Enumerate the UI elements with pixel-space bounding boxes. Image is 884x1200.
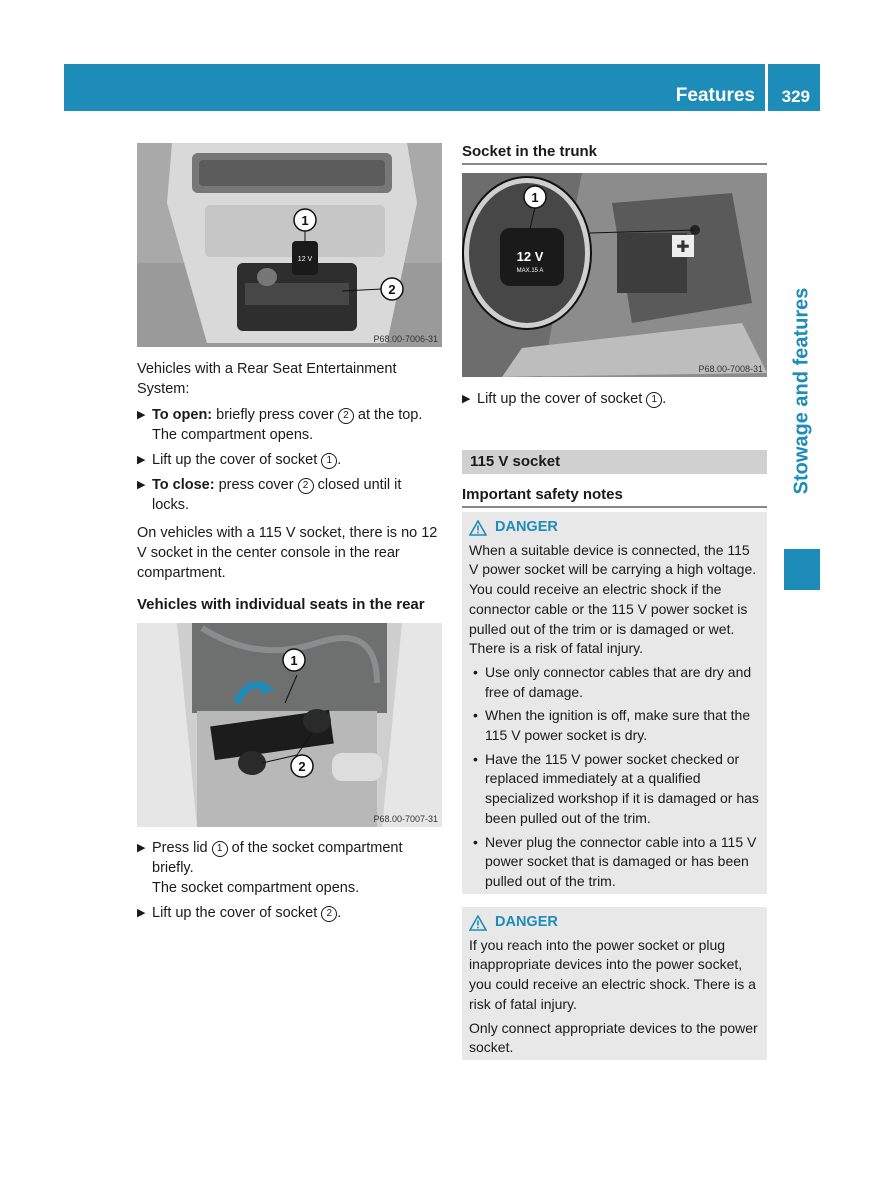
svg-text:1: 1	[301, 213, 309, 228]
svg-text:1: 1	[531, 190, 539, 205]
step-to-open: ▶ To open: briefly press cover 2 at the top. The compartment opens.	[137, 407, 423, 443]
danger-bullet: • Never plug the connector cable into a 115 V power socket that is damaged or has been pulled out of the trim.	[473, 833, 757, 889]
svg-text:2: 2	[298, 759, 306, 774]
callout-number: 2	[298, 478, 314, 494]
subhead-safety-notes: Important safety notes	[462, 486, 623, 503]
photo-code: P68.00-7008-31	[698, 364, 763, 374]
photo-rear-console	[137, 143, 442, 347]
step-to-close: ▶ To close: press cover 2 closed until it locks.	[137, 477, 402, 513]
step-label: To close:	[152, 477, 215, 493]
step-press-lid: ▶ Press lid 1 of the socket compartment briefly. The socket compartment opens.	[137, 840, 403, 896]
side-tab	[784, 236, 820, 546]
photo-individual-seats	[137, 623, 442, 827]
callout-number: 2	[338, 408, 354, 424]
danger-body-2: Only connect appropriate devices to the power socket.	[469, 1019, 758, 1056]
step-lift-cover-2: ▶ Lift up the cover of socket 2 .	[137, 905, 342, 921]
side-tab-marker	[784, 549, 820, 590]
danger-box-2	[462, 907, 767, 1060]
side-tab-label: Stowage and features	[790, 287, 813, 495]
page-number-box	[768, 64, 820, 111]
photo-code: P68.00-7006-31	[373, 334, 438, 344]
callout-number: 2	[321, 906, 337, 922]
svg-text:1: 1	[290, 653, 298, 668]
callout-number: 1	[646, 392, 662, 408]
danger-title: DANGER	[469, 913, 760, 933]
arrow-icon: ▶	[137, 454, 146, 466]
socket-text: 12 V	[516, 249, 544, 264]
callout-number: 1	[212, 841, 228, 857]
intro-text: Vehicles with a Rear Seat Entertainment System:	[137, 361, 397, 397]
danger-body: If you reach into the power socket or plug inappropriate devices into the power socket, you could receive an electric shock. There is a risk of fatal injury.	[469, 936, 756, 1012]
photo-trunk-socket	[462, 173, 767, 377]
divider	[462, 506, 767, 508]
danger-body: When a suitable device is connected, the 115 V power socket will be carrying a high voltage. You could receive an electric shock if the connector cable or the 115 V power socket is pulled out of the trim or is damaged or wet. There is a risk of fatal injury.	[469, 541, 757, 657]
step-result: The socket compartment opens.	[152, 880, 360, 896]
arrow-icon: ▶	[137, 907, 146, 919]
arrow-icon: ▶	[137, 409, 146, 421]
arrow-icon: ▶	[137, 479, 146, 491]
danger-box-1	[462, 512, 767, 894]
socket-text: 12 V	[297, 256, 313, 263]
header-bar	[64, 64, 765, 111]
section-heading-115v: 115 V socket	[462, 450, 767, 474]
subhead-individual-seats: Vehicles with individual seats in the rear	[137, 596, 425, 613]
subhead-socket-trunk: Socket in the trunk	[462, 143, 598, 160]
warning-triangle-icon	[469, 915, 487, 931]
step-label: To open:	[152, 407, 213, 423]
socket-subtext: MAX.15 A	[516, 268, 544, 274]
danger-title: DANGER	[469, 518, 760, 538]
page-number: 329	[781, 87, 810, 106]
step-trunk-lift-cover: ▶ Lift up the cover of socket 1 .	[462, 391, 667, 407]
note-text: On vehicles with a 115 V socket, there is no 12 V socket in the center console in the rear compartment.	[137, 525, 438, 581]
danger-bullet: • Have the 115 V power socket checked or replaced immediately at a qualified specialized workshop if it is damaged or has been pulled out of the trim.	[473, 750, 759, 826]
photo-code: P68.00-7007-31	[373, 814, 438, 824]
warning-triangle-icon	[469, 520, 487, 536]
page-section-title: Features	[675, 85, 755, 106]
danger-bullet: • When the ignition is off, make sure that the 115 V power socket is dry.	[473, 707, 751, 744]
svg-text:2: 2	[388, 282, 396, 297]
arrow-icon: ▶	[462, 393, 471, 405]
callout-number: 1	[321, 453, 337, 469]
danger-bullet: • Use only connector cables that are dry and free of damage.	[473, 663, 752, 700]
step-lift-cover: ▶ Lift up the cover of socket 1 .	[137, 452, 342, 468]
svg-text:✚: ✚	[676, 239, 690, 256]
divider	[462, 163, 767, 165]
arrow-icon: ▶	[137, 842, 146, 854]
